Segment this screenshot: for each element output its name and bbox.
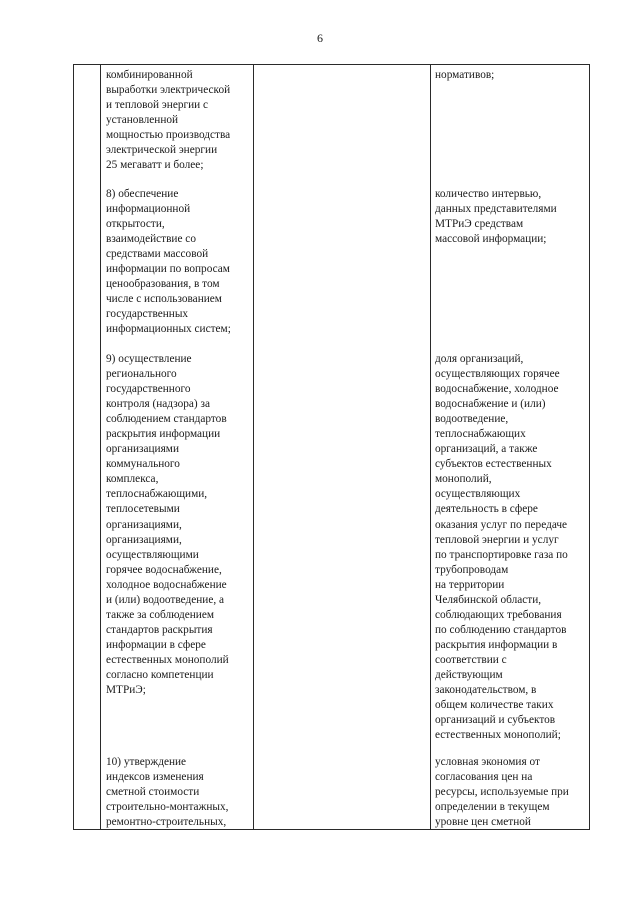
cell-line: ремонтно-строительных, [106, 816, 227, 829]
cell-line: информации в сфере [106, 638, 206, 651]
cell-line: комплекса, [106, 473, 159, 486]
cell-line: согласно компетенции [106, 668, 214, 681]
cell-line: теплоснабжающих [435, 428, 526, 441]
cell-line: согласования цен на [435, 771, 533, 784]
cell-line: МТРиЭ средствам [435, 218, 524, 231]
cell-line: осуществляющими [106, 548, 199, 561]
cell-line: уровне цен сметной [435, 816, 531, 829]
table-column-divider-4 [430, 64, 431, 830]
cell-line: организациями, [106, 518, 182, 531]
cell-line: контроля (надзора) за [106, 398, 210, 411]
cell-line: ресурсы, используемые при [435, 786, 569, 799]
function-cell-4 [106, 755, 250, 830]
cell-line: МТРиЭ; [106, 684, 146, 697]
cell-line: соблюдающих требования [435, 608, 562, 621]
cell-line: осуществляющих [435, 488, 521, 501]
cell-line: взаимодействие со [106, 233, 196, 246]
cell-line: соблюдением стандартов [106, 413, 227, 426]
cell-line: тепловой энергии и услуг [435, 533, 559, 546]
cell-line: оказания услуг по передаче [435, 518, 568, 531]
cell-line: выработки электрической [106, 84, 231, 97]
cell-line: условная экономия от [435, 756, 540, 768]
cell-line: количество интервью, [435, 188, 542, 200]
cell-line: по транспортировке газа по [435, 548, 568, 561]
cell-line: строительно-монтажных, [106, 801, 229, 814]
cell-line: массовой информации; [435, 233, 547, 246]
cell-line: организациями, [106, 533, 182, 546]
cell-line: естественных монополий [106, 653, 229, 666]
cell-line: раскрытия информации [106, 428, 221, 441]
cell-line: по соблюдению стандартов [435, 623, 567, 636]
cell-line: доля организаций, [435, 353, 524, 365]
indicator-cell-4 [435, 755, 586, 830]
cell-line: стандартов раскрытия [106, 623, 213, 636]
cell-line: данных представителями [435, 203, 557, 216]
cell-line: информации по вопросам [106, 263, 230, 276]
cell-line: определении в текущем [435, 801, 550, 814]
cell-line: действующим [435, 668, 503, 681]
table-column-divider-3 [253, 64, 254, 830]
indicator-cell-1 [435, 68, 586, 83]
cell-line: организаций и субъектов [435, 714, 556, 727]
cell-line: законодательством, в [435, 684, 537, 697]
cell-line: информационной [106, 203, 191, 216]
cell-line: также за соблюдением [106, 608, 215, 621]
cell-line: информационных систем; [106, 323, 231, 336]
cell-line: осуществляющих горячее [435, 368, 560, 381]
cell-line: холодное водоснабжение [106, 578, 227, 591]
cell-line: ценообразования, в том [106, 278, 220, 291]
cell-line: комбинированной [106, 69, 193, 81]
cell-line: средствами массовой [106, 248, 209, 261]
function-cell-3 [106, 352, 250, 698]
cell-line: общем количестве таких [435, 699, 554, 712]
cell-line: установленной [106, 114, 179, 127]
indicator-cell-3 [435, 352, 586, 743]
page-number: 6 [317, 31, 323, 45]
cell-line: теплоснабжающими, [106, 488, 208, 501]
cell-line: теплосетевыми [106, 503, 180, 516]
function-cell-1 [106, 68, 250, 173]
cell-line: сметной стоимости [106, 786, 200, 799]
cell-line: числе с использованием [106, 293, 222, 306]
cell-line: организациями [106, 443, 179, 456]
cell-line: субъектов естественных [435, 458, 552, 471]
cell-line: и (или) водоотведение, а [106, 593, 225, 606]
cell-line: регионального [106, 368, 177, 381]
function-cell-2 [106, 187, 250, 337]
cell-line: 10) утверждение [106, 756, 187, 768]
cell-line: коммунального [106, 458, 180, 471]
cell-line: и тепловой энергии с [106, 99, 209, 112]
cell-line: 8) обеспечение [106, 188, 179, 200]
cell-line: нормативов; [435, 69, 495, 81]
table-column-divider-2 [100, 64, 101, 830]
cell-line: организаций, а также [435, 443, 538, 456]
cell-line: государственных [106, 308, 189, 321]
cell-line: Челябинской области, [435, 593, 542, 606]
cell-line: горячее водоснабжение, [106, 563, 222, 576]
cell-line: государственного [106, 383, 191, 396]
cell-line: трубопроводам [435, 563, 509, 576]
table-column-divider-5 [589, 64, 590, 830]
cell-line: монополий, [435, 473, 492, 486]
cell-line: водоснабжение и (или) [435, 398, 546, 411]
cell-line: 25 мегаватт и более; [106, 159, 204, 172]
cell-line: на территории [435, 578, 505, 591]
cell-line: индексов изменения [106, 771, 204, 784]
indicator-cell-2 [435, 187, 586, 247]
cell-line: открытости, [106, 218, 165, 231]
cell-line: электрической энергии [106, 144, 218, 157]
cell-line: естественных монополий; [435, 729, 561, 742]
cell-line: раскрытия информации в [435, 638, 558, 651]
table-top-border [73, 64, 590, 65]
table-column-divider-1 [73, 64, 74, 830]
cell-line: 9) осуществление [106, 353, 192, 365]
cell-line: мощностью производства [106, 129, 231, 142]
cell-line: водоотведение, [435, 413, 509, 426]
cell-line: водоснабжение, холодное [435, 383, 559, 396]
cell-line: соответствии с [435, 653, 507, 666]
cell-line: деятельность в сфере [435, 503, 538, 516]
